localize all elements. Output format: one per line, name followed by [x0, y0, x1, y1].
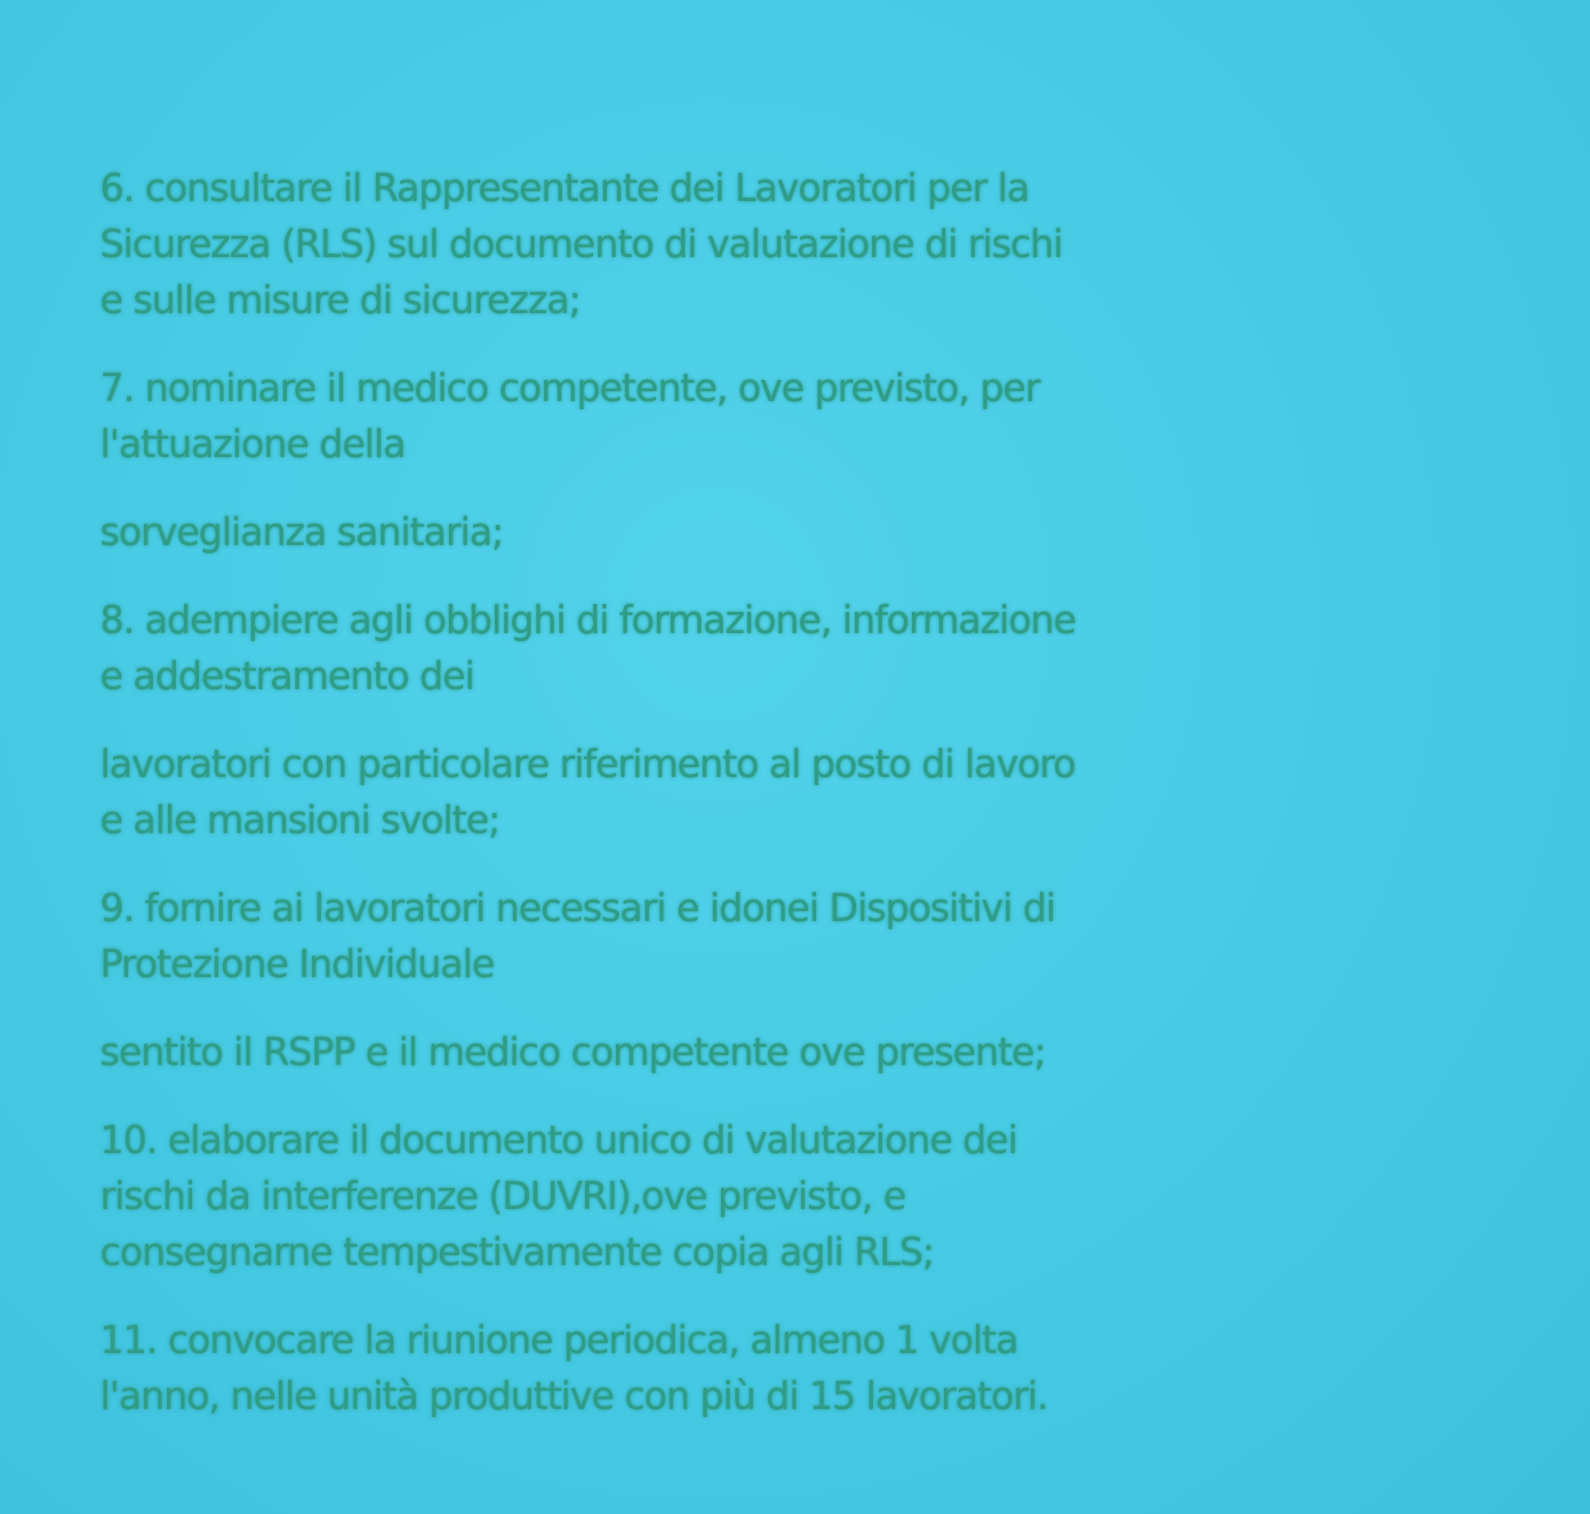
list-item-11 [100, 1312, 1460, 1424]
text-line: sentito il RSPP e il medico competente ove presente; [100, 1030, 1046, 1074]
text-line: rischi da interferenze (DUVRI),ove previsto, e [100, 1174, 906, 1218]
text-line: sorveglianza sanitaria; [100, 510, 504, 554]
text-line: consegnarne tempestivamente copia agli RLS; [100, 1230, 934, 1274]
list-item-9-continued [100, 1024, 1460, 1080]
text-line: 7. nominare il medico competente, ove previsto, per [100, 366, 1040, 410]
list-item-10 [100, 1112, 1460, 1280]
text-line: e addestramento dei [100, 654, 474, 698]
list-item-8 [100, 592, 1460, 704]
text-line: l'anno, nelle unità produttive con più di 15 lavoratori. [100, 1374, 1048, 1418]
text-line: 11. convocare la riunione periodica, almeno 1 volta [100, 1318, 1018, 1362]
slide-content [100, 160, 1460, 1424]
text-line: 8. adempiere agli obblighi di formazione, informazione [100, 598, 1076, 642]
list-item-8-continued [100, 736, 1460, 848]
list-item-9 [100, 880, 1460, 992]
list-item-7 [100, 360, 1460, 472]
text-line: 6. consultare il Rappresentante dei Lavoratori per la [100, 166, 1029, 210]
text-line: e alle mansioni svolte; [100, 798, 500, 842]
text-line: lavoratori con particolare riferimento al posto di lavoro [100, 742, 1076, 786]
list-item-7-continued [100, 504, 1460, 560]
text-line: Protezione Individuale [100, 942, 494, 986]
text-line: e sulle misure di sicurezza; [100, 278, 581, 322]
text-line: 10. elaborare il documento unico di valutazione dei [100, 1118, 1017, 1162]
text-line: l'attuazione della [100, 422, 406, 466]
list-item-6 [100, 160, 1460, 328]
text-line: Sicurezza (RLS) sul documento di valutazione di rischi [100, 222, 1063, 266]
text-line: 9. fornire ai lavoratori necessari e idonei Dispositivi di [100, 886, 1055, 930]
